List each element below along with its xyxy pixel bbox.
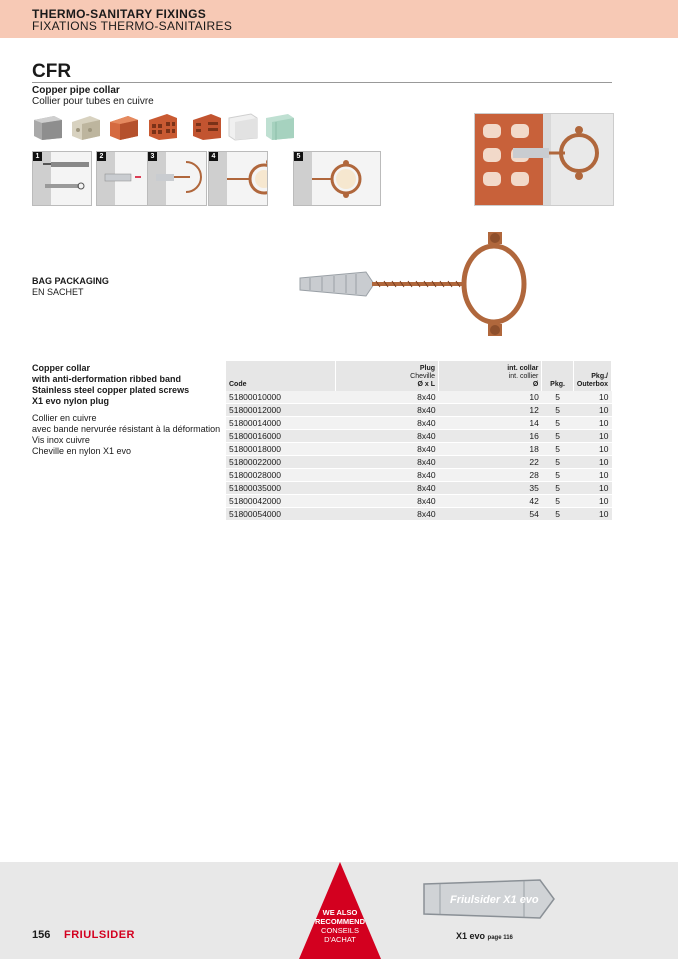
step-number: 3	[148, 152, 157, 161]
solid-brick-icon	[108, 110, 140, 142]
table-header-row	[226, 361, 612, 391]
cell-code: 51800022000	[226, 456, 335, 469]
table-row	[226, 430, 612, 443]
section-title-fr: FIXATIONS THERMO-SANITAIRES	[32, 19, 233, 33]
cell-plug: 8x40	[335, 417, 439, 430]
plasterboard-icon	[264, 110, 296, 142]
header-plug: Plug Cheville Ø x L	[335, 361, 439, 391]
perforated-brick-icon	[191, 110, 223, 142]
cell-plug: 8x40	[335, 482, 439, 495]
cell-outerbox: 10	[573, 430, 611, 443]
cell-pkg: 5	[542, 404, 574, 417]
cell-outerbox: 10	[573, 482, 611, 495]
cell-outerbox: 10	[573, 456, 611, 469]
description-en-line: Stainless steel copper plated screws	[32, 385, 190, 395]
cell-collar: 12	[439, 404, 542, 417]
cell-collar: 28	[439, 469, 542, 482]
page-number: 156	[32, 929, 51, 941]
cell-plug: 8x40	[335, 456, 439, 469]
section-title-en: THERMO-SANITARY FIXINGS	[32, 7, 207, 21]
cell-collar: 22	[439, 456, 542, 469]
product-table	[226, 361, 612, 521]
cell-collar: 35	[439, 482, 542, 495]
description-fr-line: avec bande nervurée résistant à la déformation	[32, 424, 221, 434]
cell-outerbox: 10	[573, 495, 611, 508]
header-pkg: Pkg.	[542, 361, 574, 391]
description-en-line: with anti-derformation ribbed band	[32, 374, 181, 384]
cell-pkg: 5	[542, 443, 574, 456]
cell-outerbox: 10	[573, 508, 611, 521]
cell-plug: 8x40	[335, 469, 439, 482]
cell-outerbox: 10	[573, 469, 611, 482]
cell-code: 51800012000	[226, 404, 335, 417]
install-step-1	[32, 151, 92, 206]
cell-code: 51800016000	[226, 430, 335, 443]
cell-outerbox: 10	[573, 417, 611, 430]
cell-pkg: 5	[542, 469, 574, 482]
concrete-icon	[32, 110, 64, 142]
cell-plug: 8x40	[335, 404, 439, 417]
cell-collar: 18	[439, 443, 542, 456]
x1-evo-plug-image	[420, 876, 558, 922]
product-description	[32, 363, 220, 457]
table-row	[226, 482, 612, 495]
step-number: 5	[294, 152, 303, 161]
table-row	[226, 404, 612, 417]
table-row	[226, 469, 612, 482]
cell-outerbox: 10	[573, 391, 611, 404]
table-row	[226, 443, 612, 456]
header-code: Code	[226, 361, 335, 391]
step-number: 2	[97, 152, 106, 161]
brand-logo: FRIULSIDER	[64, 929, 135, 941]
table-row	[226, 417, 612, 430]
table-row	[226, 508, 612, 521]
cell-code: 51800042000	[226, 495, 335, 508]
product-subtitle-en: Copper pipe collar	[32, 85, 120, 96]
header-outerbox: Pkg./ Outerbox	[573, 361, 611, 391]
step-number: 4	[209, 152, 218, 161]
description-fr-line: Collier en cuivre	[32, 413, 97, 423]
hollow-brick-icon	[147, 110, 179, 142]
cell-plug: 8x40	[335, 495, 439, 508]
product-image	[296, 228, 528, 340]
cell-plug: 8x40	[335, 391, 439, 404]
cell-collar: 14	[439, 417, 542, 430]
install-step-5	[293, 151, 381, 206]
cell-collar: 16	[439, 430, 542, 443]
cell-plug: 8x40	[335, 443, 439, 456]
tighten-collar-icon	[294, 152, 380, 205]
section-header	[0, 0, 678, 38]
title-divider	[32, 82, 612, 83]
packaging-label-fr: EN SACHET	[32, 287, 84, 297]
recommend-badge: WE ALSO RECOMMEND CONSEILS D'ACHAT	[315, 908, 365, 944]
cell-pkg: 5	[542, 391, 574, 404]
cell-outerbox: 10	[573, 443, 611, 456]
product-subtitle-fr: Collier pour tubes en cuivre	[32, 96, 154, 107]
cell-pkg: 5	[542, 430, 574, 443]
stone-icon	[70, 110, 102, 142]
cell-collar: 42	[439, 495, 542, 508]
cell-pkg: 5	[542, 508, 574, 521]
cell-pkg: 5	[542, 495, 574, 508]
product-title: CFR	[32, 61, 72, 82]
application-photo	[474, 113, 614, 206]
cell-pkg: 5	[542, 482, 574, 495]
drywall-icon	[227, 110, 259, 142]
description-en-line: Copper collar	[32, 363, 91, 373]
recommended-product: X1 evo page 116	[456, 931, 513, 941]
cell-code: 51800014000	[226, 417, 335, 430]
cell-plug: 8x40	[335, 508, 439, 521]
description-fr-line: Cheville en nylon X1 evo	[32, 446, 132, 456]
plug-label: Friulsider X1 evo	[450, 894, 539, 906]
table-row	[226, 456, 612, 469]
cell-code: 51800010000	[226, 391, 335, 404]
packaging-label-en: BAG PACKAGING	[32, 276, 109, 286]
cell-collar: 10	[439, 391, 542, 404]
cell-code: 51800054000	[226, 508, 335, 521]
install-step-4	[208, 151, 268, 206]
description-en-line: X1 evo nylon plug	[32, 396, 110, 406]
cell-code: 51800018000	[226, 443, 335, 456]
cell-plug: 8x40	[335, 430, 439, 443]
description-fr-line: Vis inox cuivre	[32, 435, 90, 445]
cell-pkg: 5	[542, 417, 574, 430]
install-step-3	[147, 151, 207, 206]
cell-collar: 54	[439, 508, 542, 521]
cell-code: 51800028000	[226, 469, 335, 482]
cell-pkg: 5	[542, 456, 574, 469]
cell-outerbox: 10	[573, 404, 611, 417]
header-collar: int. collar int. collier Ø	[439, 361, 542, 391]
table-row	[226, 495, 612, 508]
table-row	[226, 391, 612, 404]
cell-code: 51800035000	[226, 482, 335, 495]
step-number: 1	[33, 152, 42, 161]
